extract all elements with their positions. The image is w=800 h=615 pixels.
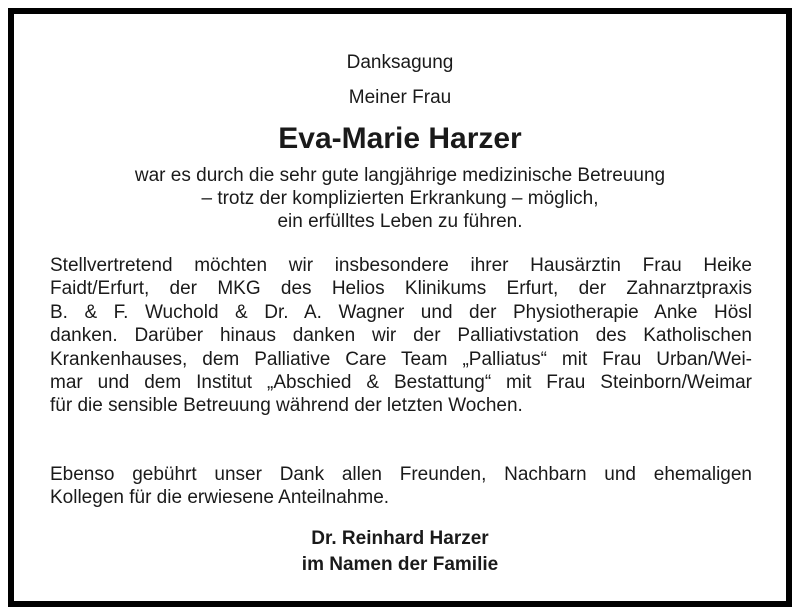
paragraph-line: Stellvertretend möchten wir insbesondere ihrer Hausärztin Frau Heike <box>50 255 752 276</box>
notice-heading: Danksagung <box>346 52 454 73</box>
deceased-name: Eva-Marie Harzer <box>278 122 522 155</box>
signature-name: Dr. Reinhard Harzer <box>311 528 489 549</box>
notice-frame <box>8 8 792 607</box>
intro-line: ein erfülltes Leben zu führen. <box>277 211 523 232</box>
intro-line: – trotz der komplizierten Erkrankung – möglich, <box>201 188 599 209</box>
intro-line: war es durch die sehr gute langjährige medizinische Betreuung <box>134 165 666 186</box>
paragraph-line: mar und dem Institut „Abschied & Bestattung“ mit Frau Steinborn/Weimar <box>50 372 752 394</box>
paragraph-line: Ebenso gebührt unser Dank allen Freunden, Nachbarn und ehemaligen <box>50 464 752 485</box>
thanks-paragraph <box>50 254 752 418</box>
signature-subtitle: im Namen der Familie <box>301 554 499 575</box>
notice-subheading: Meiner Frau <box>348 87 452 108</box>
paragraph-line: Faidt/Erfurt, der MKG des Helios Klinikums Erfurt, der Zahnarztpraxis <box>50 278 752 300</box>
paragraph-line: für die sensible Betreuung während der letzten Wochen. <box>50 395 523 417</box>
paragraph-line: B. & F. Wuchold & Dr. A. Wagner und der Physiotherapie Anke Hösl <box>50 301 752 323</box>
signature-block <box>14 526 786 578</box>
paragraph-line: danken. Darüber hinaus danken wir der Palliativstation des Katholischen <box>50 325 752 347</box>
paragraph-line: Kollegen für die erwiesene Anteilnahme. <box>50 487 390 509</box>
paragraph-line: Krankenhauses, dem Palliative Care Team „Palliatus“ mit Frau Urban/Wei- <box>50 348 752 370</box>
friends-paragraph <box>50 463 752 510</box>
intro-text <box>14 164 786 233</box>
